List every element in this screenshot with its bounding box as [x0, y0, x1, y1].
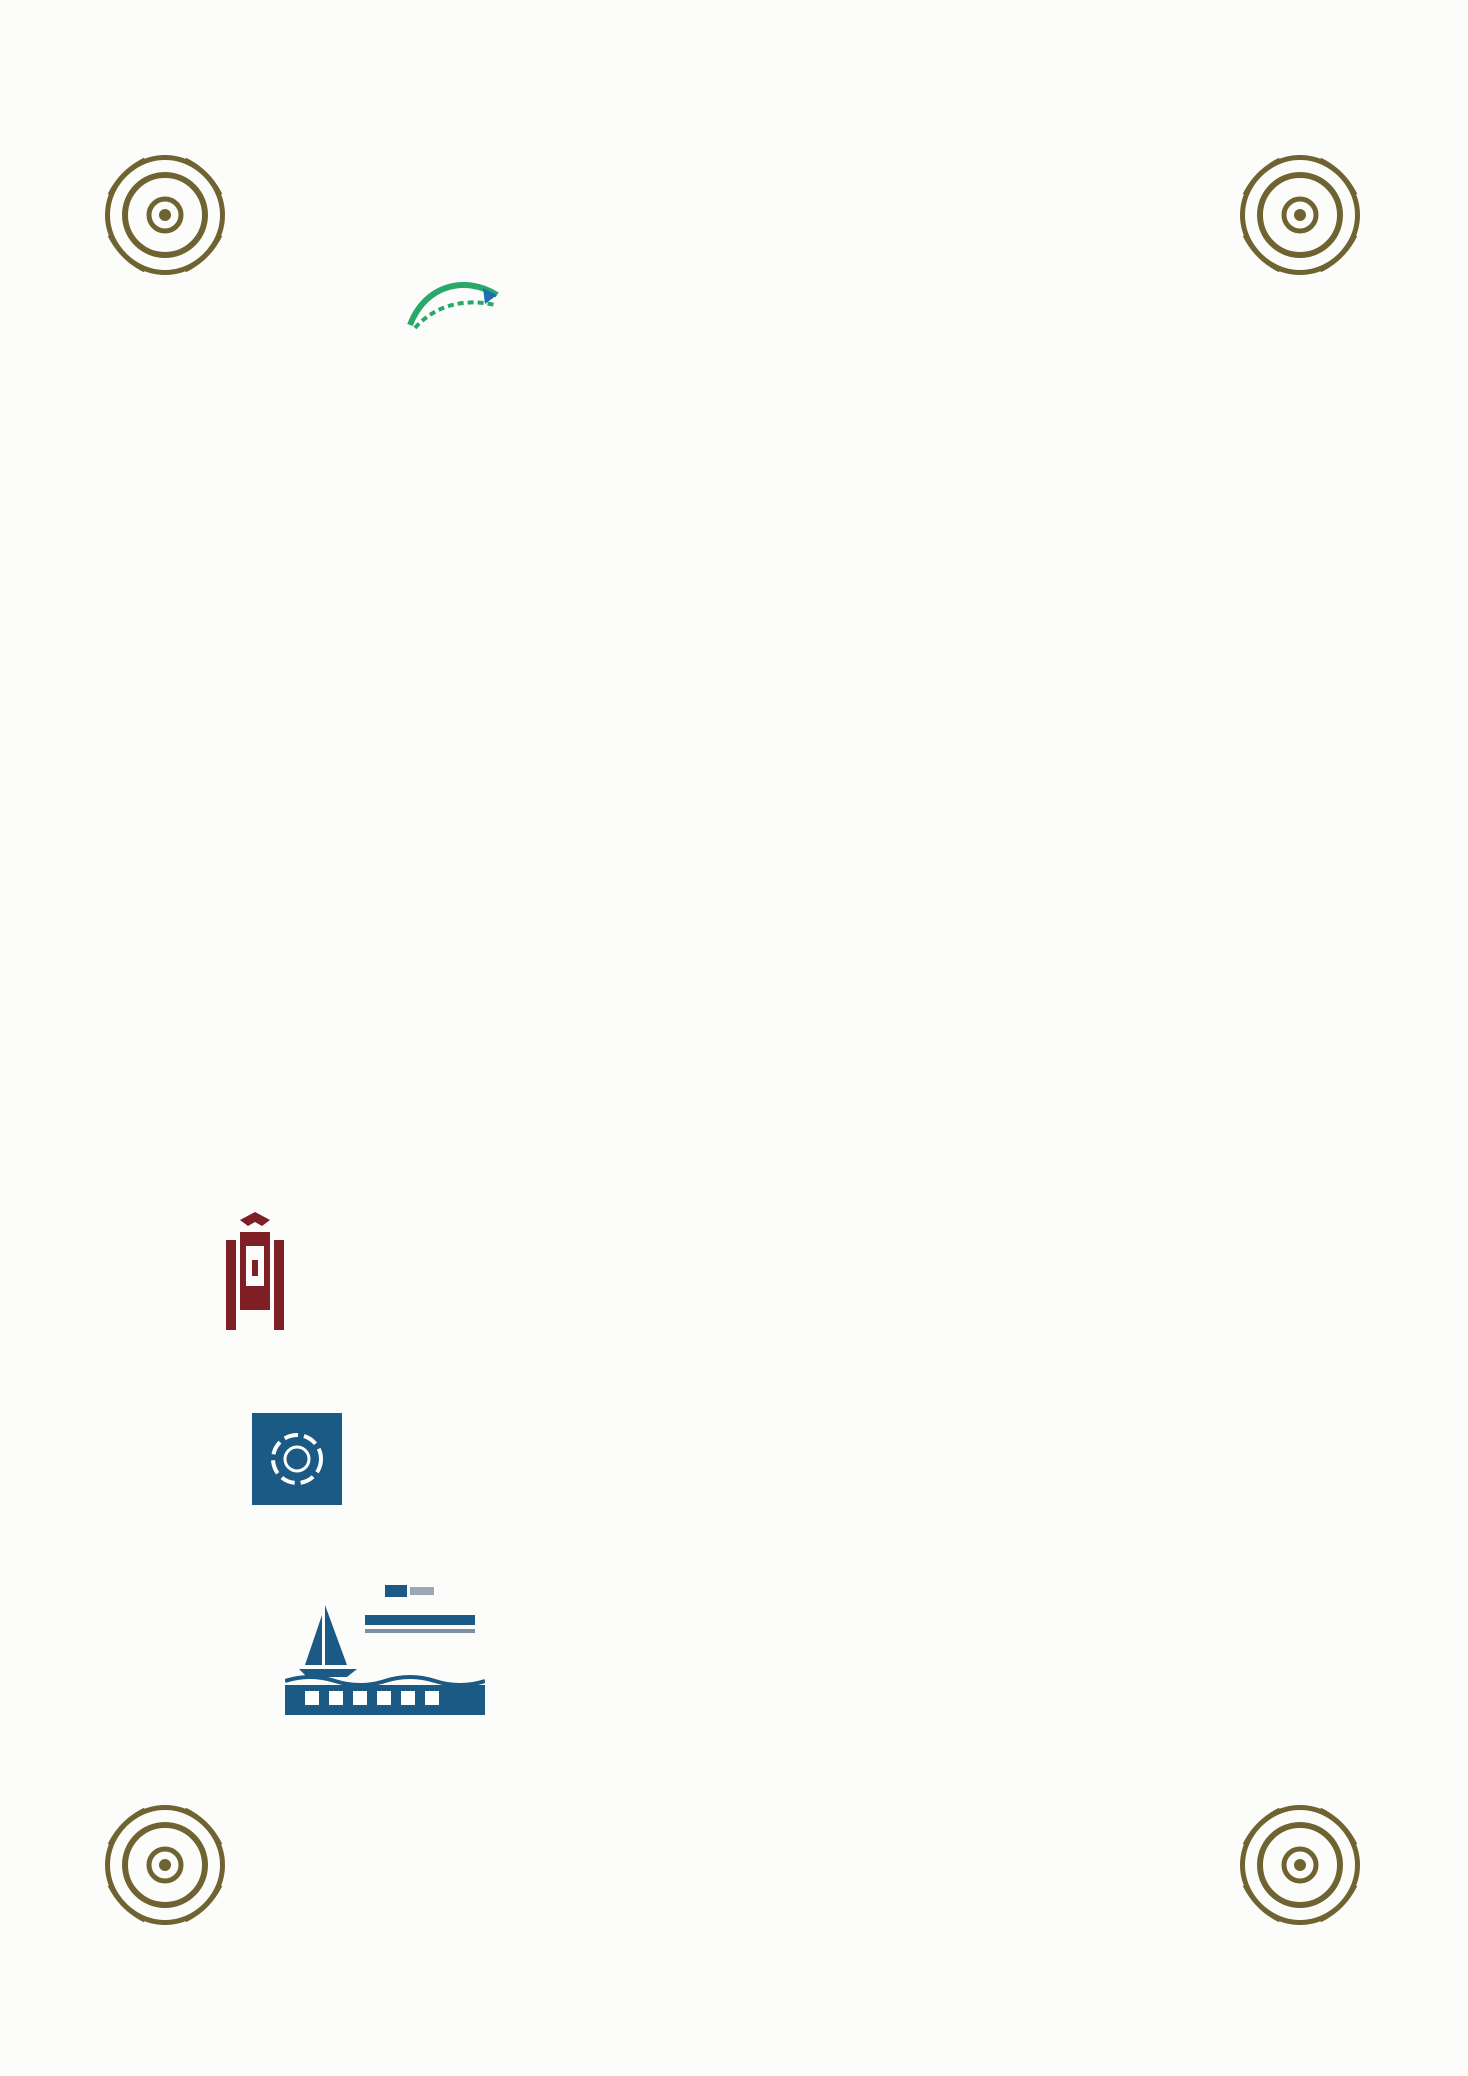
body-line [255, 679, 1285, 751]
body-line [255, 967, 1285, 1039]
swoosh-icon [405, 280, 500, 335]
ocean-club-logo [285, 1585, 485, 1715]
sailboat-icon [285, 1585, 485, 1715]
body-line [255, 751, 1285, 823]
closing-line [255, 1039, 1285, 1111]
university-logo [405, 240, 1085, 355]
body-text [255, 535, 1285, 1111]
body-line [255, 895, 1285, 967]
body-line [255, 607, 1285, 679]
college-of-management-logo [222, 1210, 592, 1330]
body-line [255, 823, 1285, 895]
eagle-emblem-icon [222, 1210, 288, 1330]
body-line [255, 535, 1285, 607]
emba-logo-box [252, 1413, 342, 1505]
emba-logo [252, 1405, 517, 1505]
aperture-icon [252, 1413, 342, 1505]
